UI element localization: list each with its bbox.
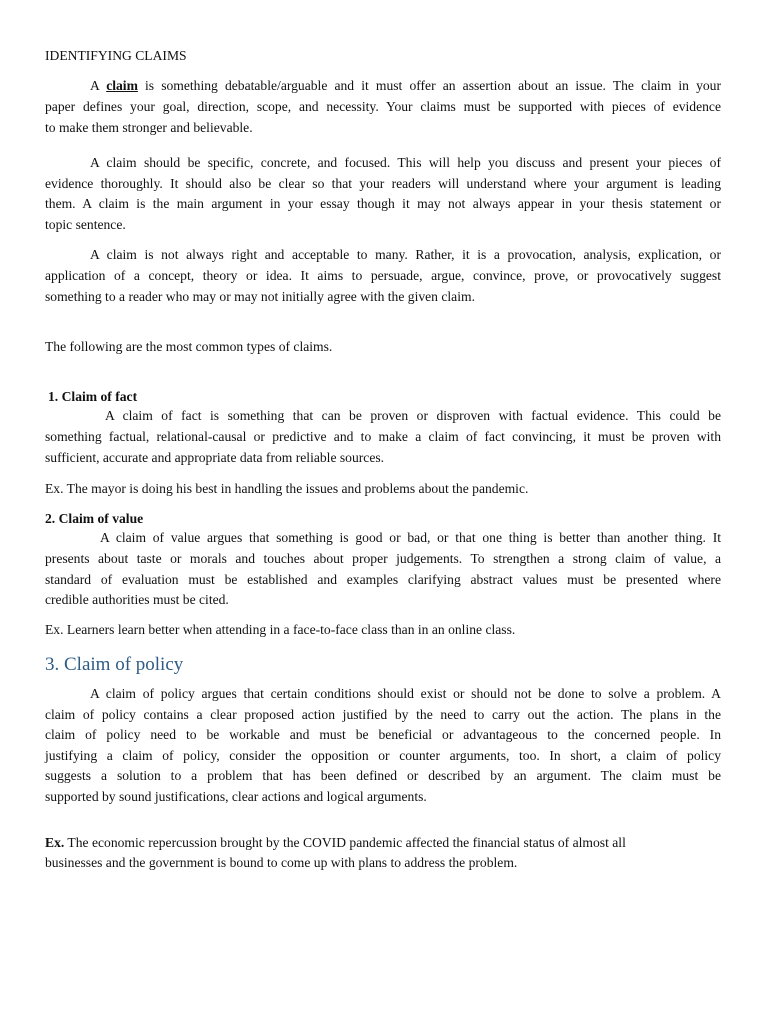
value-example: Ex. Learners learn better when attending in a face-to-face class than in an online class.	[45, 622, 516, 637]
p3-line-2: application of a concept, theory or idea. It aims to persuade, argue, convince, prove, or provocatively suggest	[45, 268, 721, 283]
text: is something debatable/arguable and it must offer an assertion about an issue. The claim in your	[137, 78, 721, 93]
claim-of-policy-heading: 3. Claim of policy	[45, 654, 184, 675]
types-intro: The following are the most common types of claims.	[45, 339, 333, 354]
document-title: IDENTIFYING CLAIMS	[45, 48, 187, 63]
policy-line-4: justifying a claim of policy, consider the opposition or counter arguments, too. In short, a claim of policy	[45, 748, 721, 763]
p3-line-1: A claim is not always right and acceptable to many. Rather, it is a provocation, analysis, explication, or	[90, 247, 721, 262]
value-line-1: A claim of value argues that something is good or bad, or that one thing is better than another thing. It	[100, 530, 721, 545]
value-line-3: standard of evaluation must be established and examples clarifying abstract values must be presented where	[45, 572, 721, 587]
text: The economic repercussion brought by the COVID pandemic affected the financial status of almost all	[64, 835, 626, 850]
claim-of-value-heading: 2. Claim of value	[45, 511, 144, 526]
value-line-2: presents about taste or morals and touches about proper judgements. To strengthen a strong claim of value, a	[45, 551, 721, 566]
policy-example-line-2: businesses and the government is bound to come up with plans to address the problem.	[45, 855, 518, 870]
p2-line-2: evidence thoroughly. It should also be clear so that your readers will understand where your argument is leading	[45, 176, 721, 191]
policy-line-6: supported by sound justifications, clear actions and logical arguments.	[45, 789, 427, 804]
p3-line-3: something to a reader who may or may not initially agree with the given claim.	[45, 289, 475, 304]
p1-line-3: to make them stronger and believable.	[45, 120, 253, 135]
p1-line-1	[45, 78, 721, 94]
policy-line-1: A claim of policy argues that certain conditions should exist or should not be done to solve a problem. A	[90, 686, 721, 701]
policy-example-line-1	[45, 835, 721, 851]
p2-line-1: A claim should be specific, concrete, and focused. This will help you discuss and present your pieces of	[90, 155, 721, 170]
fact-line-3: sufficient, accurate and appropriate data from reliable sources.	[45, 450, 385, 465]
claim-term: claim	[106, 78, 138, 93]
example-label: Ex.	[45, 835, 65, 850]
fact-line-1: A claim of fact is something that can be proven or disproven with factual evidence. This could be	[105, 408, 721, 423]
p2-line-3: them. A claim is the main argument in your essay though it may not always appear in your thesis statement or	[45, 196, 721, 211]
policy-line-2: claim of policy contains a clear proposed action justified by the need to carry out the action. The plans in the	[45, 707, 721, 722]
claim-of-fact-heading: 1. Claim of fact	[48, 389, 138, 404]
policy-line-3: claim of policy need to be workable and must be beneficial or advantageous to the concerned people. In	[45, 727, 721, 742]
value-line-4: credible authorities must be cited.	[45, 592, 229, 607]
p1-line-2: paper defines your goal, direction, scope, and necessity. Your claims must be supported with pieces of evidence	[45, 99, 721, 114]
fact-line-2: something factual, relational-causal or predictive and to make a claim of fact convincing, it must be proven with	[45, 429, 721, 444]
fact-example: Ex. The mayor is doing his best in handling the issues and problems about the pandemic.	[45, 481, 529, 496]
text: A	[90, 78, 107, 93]
policy-line-5: suggests a solution to a problem that has been defined or described by an argument. The claim must be	[45, 768, 721, 783]
p2-line-4: topic sentence.	[45, 217, 126, 232]
